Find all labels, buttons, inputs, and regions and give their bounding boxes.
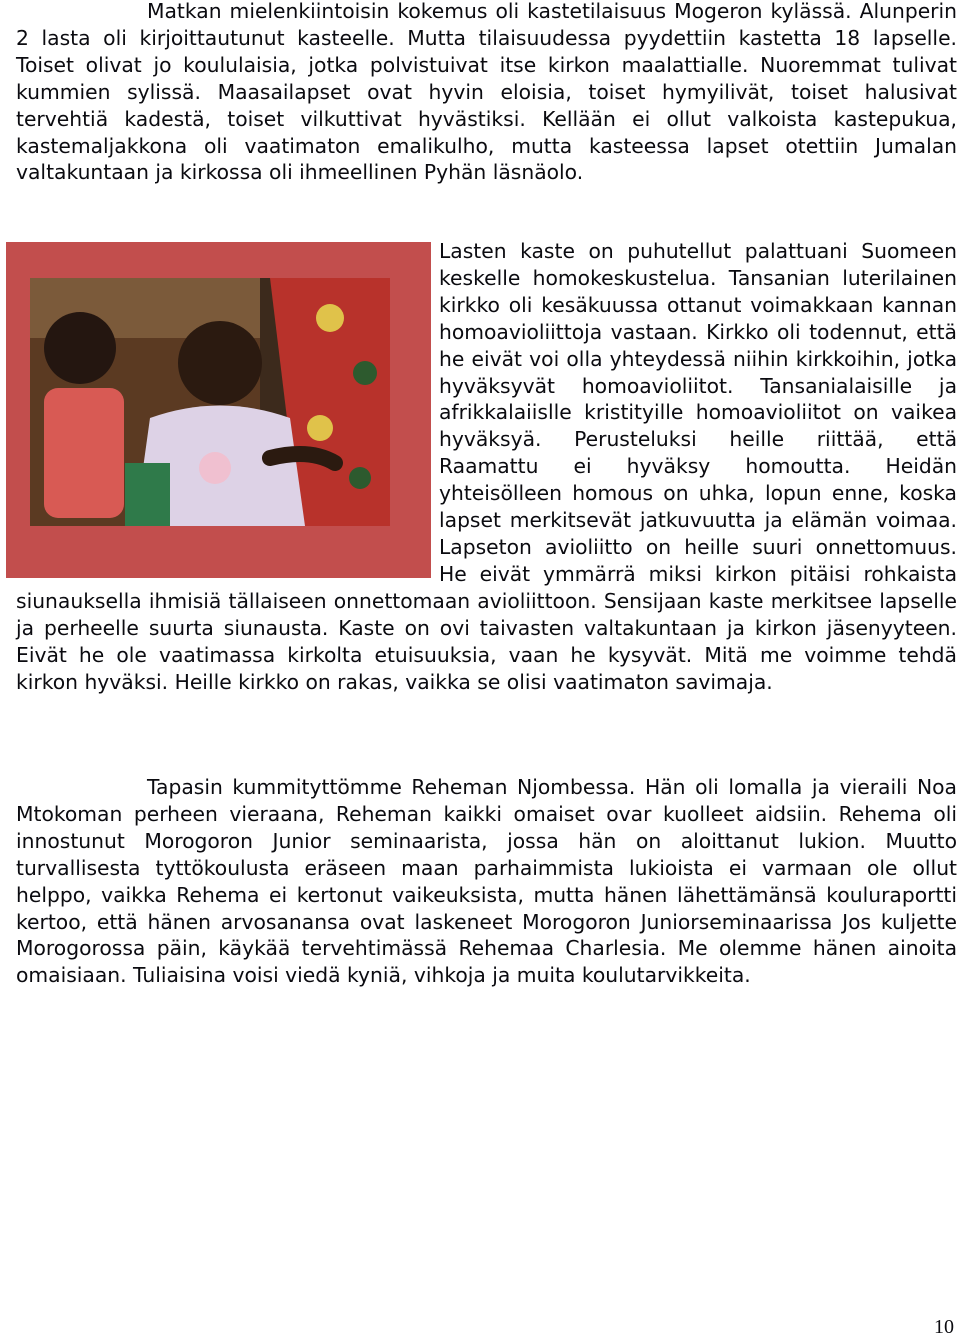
children-photo [30, 278, 390, 526]
paragraph-rehema: Tapasin kummityttömme Reheman Njombessa. Hän oli lomalla ja vieraili Noa Mtokoman perheen vieraana, Reheman kaikki omaiset ovar kuolleet aidsiin. Rehema oli innostunut Morogoron Junior seminaarista, jossa hän on aloittanut lukion. Muutto turvallisesta tyttökoulusta eräseen maan parhaimmista lukioista ei varmaan ole ollut helppo, vaikka Rehema ei kertonut vaikeuksista, mutta hänen lähettämänsä kouluraportti kertoo, että hänen arvosanansa ovat laskeneet Morogoron Juniorseminaarissa Jos kuljette Morogorossa päin, käykää tervehtimässä Rehemaa Charlesia. Me olemme hänen ainoita omaisiaan. Tuliaisina voisi viedä kyniä, vihkoja ja muita koulutarvikkeita. [16, 775, 957, 988]
page-number: 10 [934, 1316, 954, 1338]
paragraph-homo-debate: Lasten kaste on puhutellut palattuani Suomeen keskelle homokeskustelua. Tansanian luterilainen kirkko oli kesäkuussa ottanut voimakkaan kannan homoavioliittoja vastaan. Kirkko oli todennut, että he eivät voi olla yhteydessä niihin kirkkoihin, jotka hyväksyvät homoavioliitot. Tansanialaisille ja afrikkalaiislle kristityille homoavioliitot on vaikea hyväksyä. Perusteluksi heille riittää, että Raamattu ei hyväksy homoutta. Heidän yhteisölleen homous on uhka, lopun enne, koska lapset merkitsevät jatkuvuutta ja elämän voimaa. Lapseton avioliitto on heille suuri onnettomuus. He eivät ymmärrä miksi kirkon pitäisi rohkaista siunauksella ihmisiä tällaiseen onnettomaan avioliittoon. Sensijaan kaste merkitsee lapselle ja perheelle suurta siunausta. Kaste on ovi taivasten valtakuntaan ja kirkon jäsenyyteen. Eivät he ole vaatimassa kirkolta etuisuuksia, vaan he kysyvät. Mitä me voimme tehdä kirkon hyväksi. Heille kirkko on rakas, vaikka se olisi vaatimaton savimaja. [16, 239, 957, 694]
children-photo-illustration [30, 278, 390, 526]
paragraph-wrap [16, 238, 957, 695]
photo-frame [6, 242, 431, 578]
paragraph-baptism: Matkan mielenkiintoisin kokemus oli kastetilaisuus Mogeron kylässä. Alunperin 2 lasta oli kirjoittautunut kasteelle. Mutta tilaisuudessa pyydettiin kastetta 18 lapselle. Toiset olivat jo koululaisia, jotka polvistuivat itse kirkon maalattialle. Nuoremmat tulivat kummien sylissä. Maasailapset ovat hyvin eloisia, toiset hymyilivät, toiset halusivat tervehtiä kadestä, toiset vilkuttivat hyvästiksi. Kellään ei ollut valkoista kastepukua, kastemaljakkona oli vaatimaton emalikulho, mutta kasteessa lapset otettiin Jumalan valtakuntaan ja kirkossa oli ihmeellinen Pyhän läsnäolo. [16, 0, 957, 185]
